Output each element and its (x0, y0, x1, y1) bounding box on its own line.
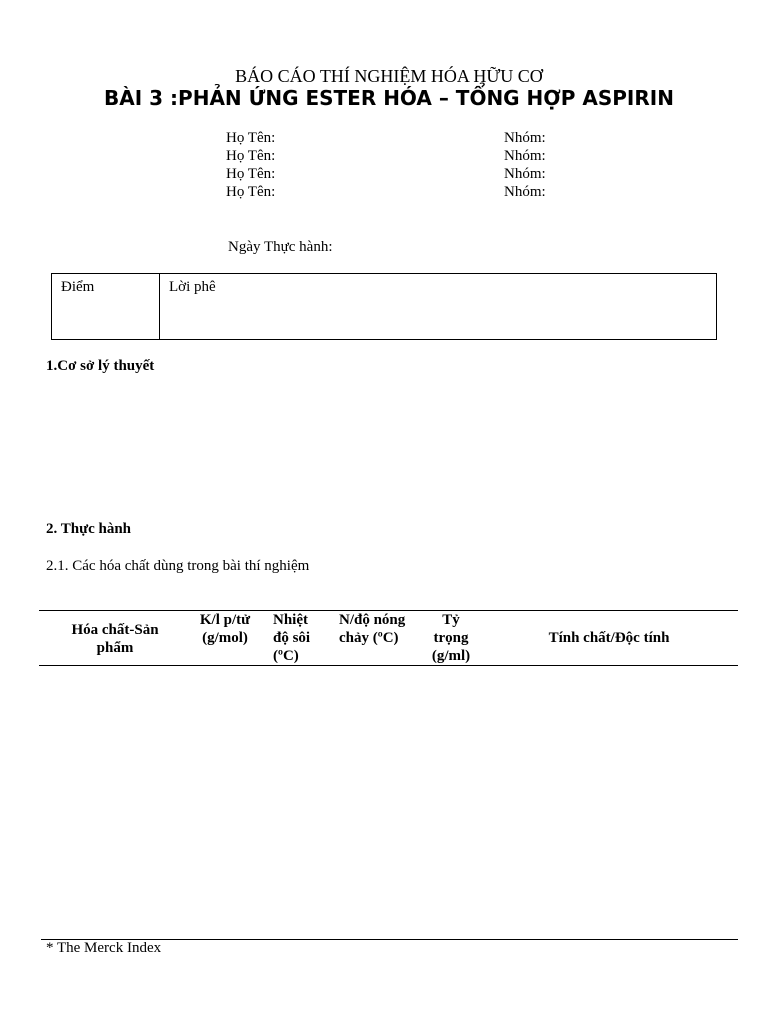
comment-label: Lời phê (169, 279, 216, 295)
table-header-rule (39, 665, 738, 666)
group-label: Nhóm: (504, 184, 546, 200)
footnote: * The Merck Index (46, 940, 162, 956)
grade-box (51, 273, 717, 340)
col-header-melting-point: N/độ nóng chảy (ºC) (339, 612, 406, 646)
report-title: BÁO CÁO THÍ NGHIỆM HÓA HỮU CƠ (235, 66, 543, 86)
chemicals-subheading: 2.1. Các hóa chất dùng trong bài thí nghiệm (46, 558, 310, 574)
practice-date-label: Ngày Thực hành: (228, 239, 333, 255)
col-header-molar-mass: K/l p/tử (g/mol) (199, 612, 251, 646)
student-name-label: Họ Tên: (226, 166, 276, 182)
col-header-boiling-point: Nhiệt độ sôi (ºC) (273, 612, 311, 664)
student-name-label: Họ Tên: (226, 130, 276, 146)
col-header-chemical: Hóa chất-Sản phẩm (71, 622, 159, 656)
group-label: Nhóm: (504, 166, 546, 182)
report-subtitle: BÀI 3 :PHẢN ỨNG ESTER HÓA – TỔNG HỢP ASPIRIN (104, 86, 674, 110)
student-name-label: Họ Tên: (226, 184, 276, 200)
col-header-density: Tỷ trọng (g/ml) (431, 612, 471, 664)
score-cell[interactable] (52, 274, 160, 339)
group-label: Nhóm: (504, 148, 546, 164)
student-group-list (504, 129, 546, 201)
comment-cell[interactable] (160, 274, 716, 339)
col-header-properties: Tính chất/Độc tính (548, 630, 670, 646)
group-label: Nhóm: (504, 130, 546, 146)
score-label: Điểm (61, 279, 95, 295)
student-name-label: Họ Tên: (226, 148, 276, 164)
section-theory-heading: 1.Cơ sở lý thuyết (46, 358, 155, 374)
section-practice-heading: 2. Thực hành (46, 521, 132, 537)
student-name-list (226, 129, 275, 201)
